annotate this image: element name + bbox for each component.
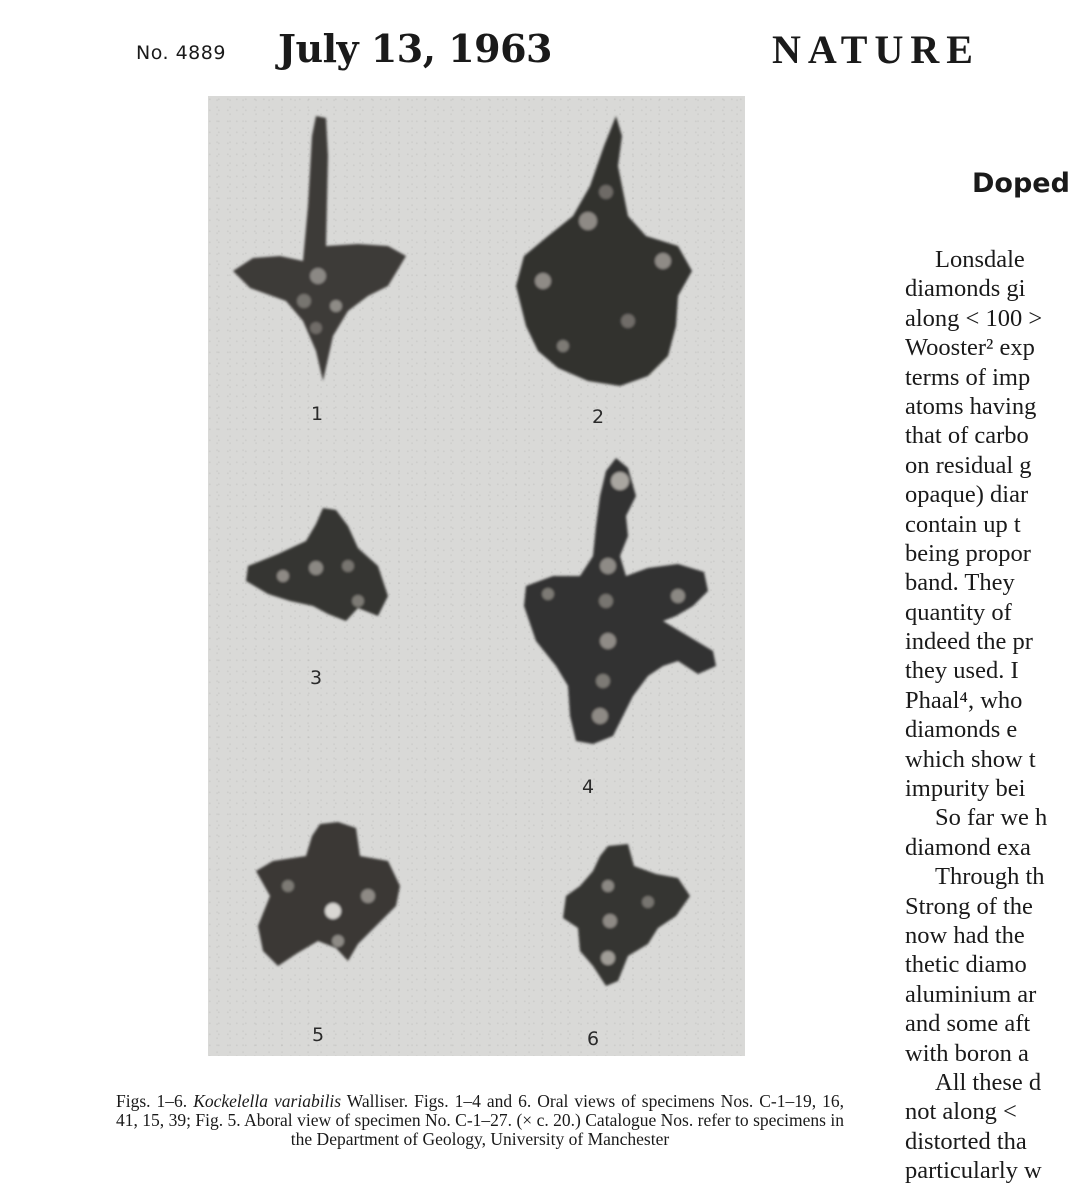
caption-prefix: Figs. 1–6. bbox=[116, 1091, 188, 1111]
article-line: aluminium ar bbox=[905, 980, 1037, 1008]
figure-number: 1 bbox=[311, 403, 324, 425]
specimen-3 bbox=[246, 508, 388, 621]
article-heading: Doped bbox=[972, 168, 1070, 199]
article-line: Lonsdale bbox=[935, 246, 1025, 273]
article-line: Through th bbox=[935, 863, 1045, 891]
article-line: which show t bbox=[905, 745, 1036, 773]
article-line: impurity bei bbox=[905, 775, 1026, 803]
article-line: now had the bbox=[905, 921, 1025, 949]
specimen-4 bbox=[524, 458, 716, 744]
article-line: terms of imp bbox=[905, 363, 1031, 391]
specimen-1 bbox=[233, 116, 406, 381]
issue-date: July 13, 1963 bbox=[278, 26, 552, 71]
specimen-5 bbox=[256, 822, 400, 966]
article-line: Phaal⁴, who bbox=[905, 686, 1023, 714]
specimen-2 bbox=[516, 116, 692, 386]
specimen-plate bbox=[208, 96, 745, 1056]
article-body bbox=[905, 245, 1076, 1186]
specimen-6 bbox=[563, 844, 690, 986]
article-line: distorted tha bbox=[905, 1127, 1027, 1155]
figure-number: 3 bbox=[310, 667, 323, 689]
article-line: being propor bbox=[905, 539, 1031, 567]
article-line: opaque) diar bbox=[905, 481, 1029, 509]
article-line: diamond exa bbox=[905, 833, 1031, 861]
article-line: All these d bbox=[935, 1068, 1042, 1096]
article-line: Wooster² exp bbox=[905, 334, 1035, 362]
article-line: So far we h bbox=[935, 804, 1048, 832]
article-line: indeed the pr bbox=[905, 628, 1033, 656]
specimen-plate-image bbox=[208, 96, 745, 1056]
article-line: diamonds e bbox=[905, 716, 1018, 744]
figure-number: 2 bbox=[592, 406, 605, 428]
figure-number: 6 bbox=[587, 1028, 600, 1050]
article-line: diamonds gi bbox=[905, 275, 1026, 303]
article-line: with boron a bbox=[905, 1039, 1029, 1067]
article-line: not along < bbox=[905, 1098, 1017, 1126]
article-line: along < 100 > bbox=[905, 304, 1043, 332]
article-line: on residual g bbox=[905, 451, 1032, 479]
article-line: they used. I bbox=[905, 657, 1019, 685]
caption-species: Kockelella variabilis bbox=[193, 1091, 342, 1111]
issue-number: No. 4889 bbox=[136, 42, 226, 64]
article-line: that of carbo bbox=[905, 422, 1029, 450]
article-line: particularly w bbox=[905, 1157, 1042, 1185]
article-line: contain up t bbox=[905, 510, 1021, 538]
figure-number: 5 bbox=[312, 1024, 325, 1046]
figure-number: 4 bbox=[582, 776, 595, 798]
article-line: Strong of the bbox=[905, 892, 1033, 920]
article-line: atoms having bbox=[905, 392, 1037, 420]
article-line: thetic diamo bbox=[905, 951, 1027, 979]
journal-title: NATURE bbox=[772, 27, 980, 72]
article-line: and some aft bbox=[905, 1010, 1031, 1038]
caption-body: Walliser. Figs. 1–4 and 6. Oral views of specimens Nos. C-1–19, 16, 41, 15, 39; Fig. 5. Aboral view of specimen No. C-1–27. (× c. 20.) Catalogue Nos. refer to specimens in the Department of Geology, University of Manchester bbox=[116, 1091, 845, 1149]
article-line: band. They bbox=[905, 569, 1015, 597]
figure-caption bbox=[116, 1092, 844, 1149]
article-line: quantity of bbox=[905, 598, 1012, 626]
